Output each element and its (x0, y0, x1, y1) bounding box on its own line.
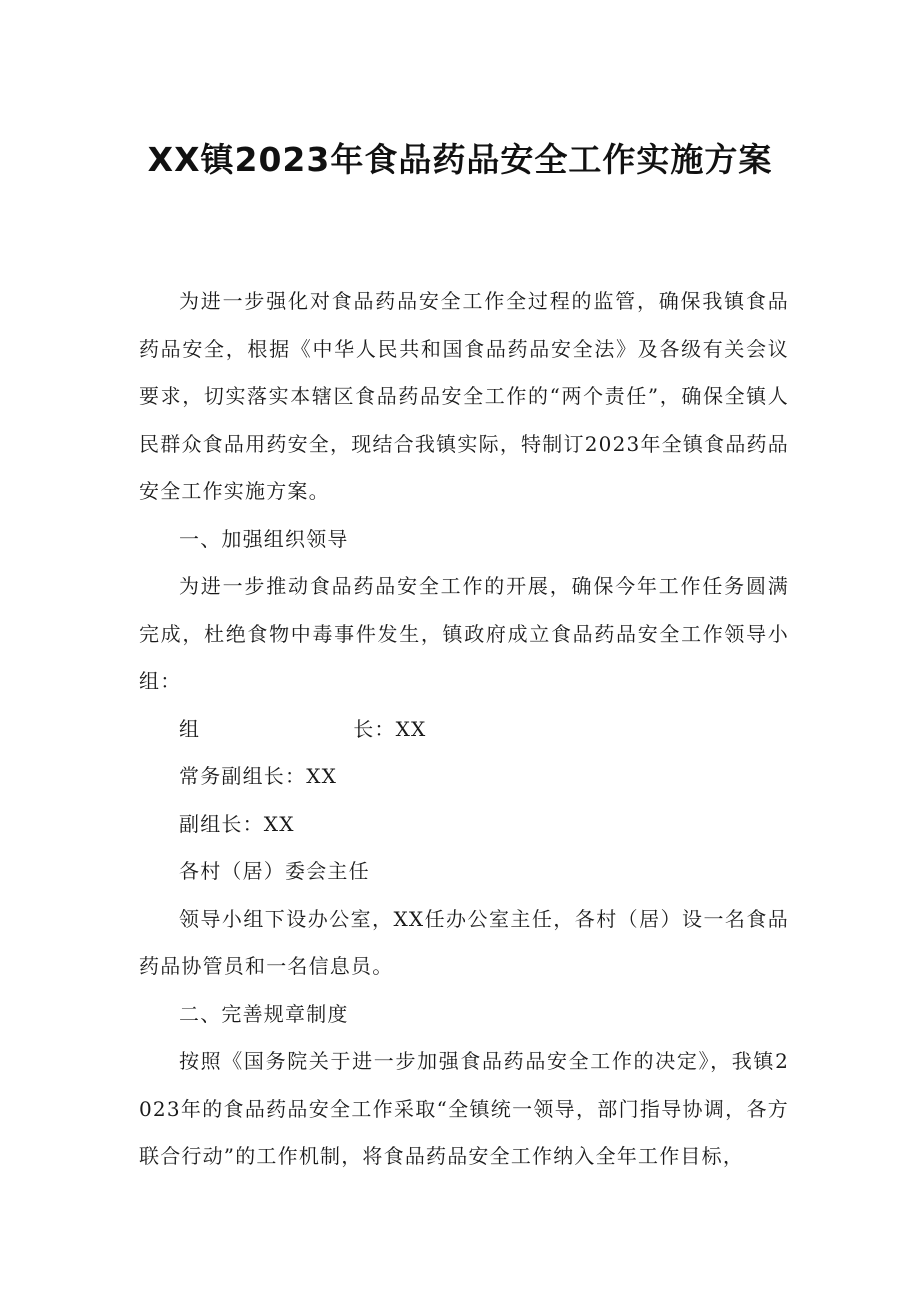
section-1-paragraph: 为进一步推动食品药品安全工作的开展，确保今年工作任务圆满完成，杜绝食物中毒事件发生，镇政府成立食品药品安全工作领导小组： (139, 574, 789, 693)
member-exec-deputy: 常务副组长：XX (179, 764, 338, 788)
intro-paragraph: 为进一步强化对食品药品安全工作全过程的监管，确保我镇食品药品安全，根据《中华人民共和国食品药品安全法》及各级有关会议要求，切实落实本辖区食品药品安全工作的“两个责任”，确保全镇人民群众食品用药安全，现结合我镇实际，特制订2023年全镇食品药品安全工作实施方案。 (139, 289, 789, 503)
member-leader (139, 706, 789, 754)
member-deputy: 副组长：XX (179, 811, 295, 836)
section-1-heading: 一、加强组织领导 (179, 526, 349, 551)
member-leader-label-a: 组 (179, 716, 201, 741)
section-2-paragraph: 按照《国务院关于进一步加强食品药品安全工作的决定》，我镇2023年的食品药品安全工作采取“全镇统一领导，部门指导协调，各方联合行动”的工作机制，将食品药品安全工作纳入全年工作目标， (139, 1049, 789, 1168)
document-body (139, 278, 789, 1181)
member-leader-label-b: 长：XX (353, 716, 427, 741)
member-village: 各村（居）委会主任 (179, 859, 370, 883)
office-paragraph: 领导小组下设办公室，XX任办公室主任，各村（居）设一名食品药品协管员和一名信息员。 (139, 906, 789, 978)
document-title: XX镇2023年食品药品安全工作实施方案 (147, 140, 773, 179)
section-2-heading: 二、完善规章制度 (179, 1001, 349, 1026)
